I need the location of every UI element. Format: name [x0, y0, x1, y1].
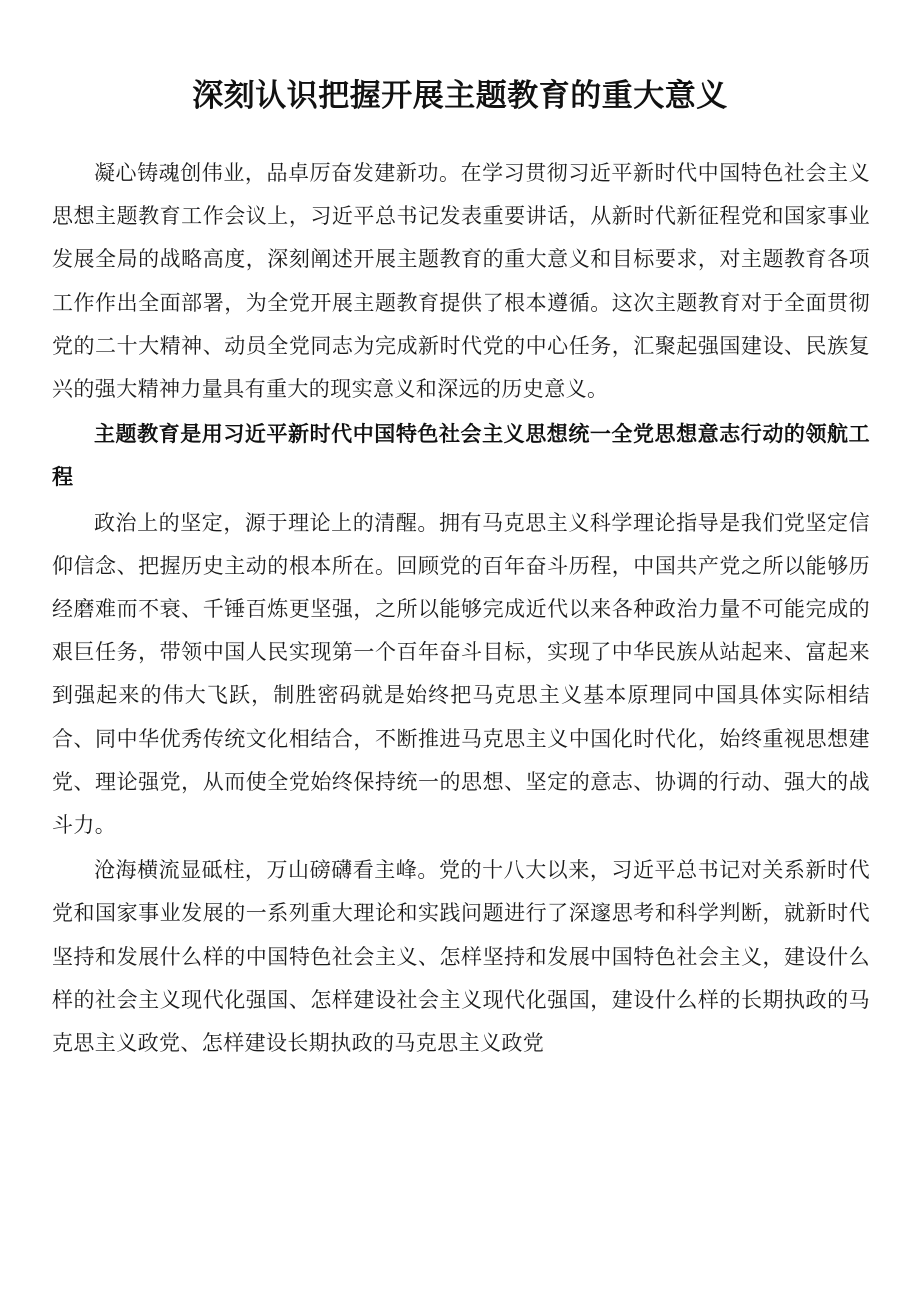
intro-paragraph: 凝心铸魂创伟业，品卓厉奋发建新功。在学习贯彻习近平新时代中国特色社会主义思想主题教育工作会议上，习近平总书记发表重要讲话，从新时代新征程党和国家事业发展全局的战略高度，深刻阐述开展主题教育的重大意义和目标要求，对主题教育各项工作作出全面部署，为全党开展主题教育提供了根本遵循。这次主题教育对于全面贯彻党的二十大精神、动员全党同志为完成新时代党的中心任务，汇聚起强国建设、民族复兴的强大精神力量具有重大的现实意义和深远的历史意义。 [52, 161, 870, 402]
body-paragraph: 政治上的坚定，源于理论上的清醒。拥有马克思主义科学理论指导是我们党坚定信仰信念、把握历史主动的根本所在。回顾党的百年奋斗历程，中国共产党之所以能够历经磨难而不衰、千锤百炼更坚强，之所以能够完成近代以来各种政治力量不可能完成的艰巨任务，带领中国人民实现第一个百年奋斗目标，实现了中华民族从站起来、富起来到强起来的伟大飞跃，制胜密码就是始终把马克思主义基本原理同中国具体实际相结合、同中华优秀传统文化相结合，不断推进马克思主义中国化时代化，始终重视思想建党、理论强党，从而使全党始终保持统一的思想、坚定的意志、协调的行动、强大的战斗力。 [52, 510, 870, 838]
document-title: 深刻认识把握开展主题教育的重大意义 [192, 78, 728, 114]
section-heading: 主题教育是用习近平新时代中国特色社会主义思想统一全党思想意志行动的领航工程 [52, 422, 870, 490]
document-body [52, 152, 870, 1065]
body-paragraph: 沧海横流显砥柱，万山磅礴看主峰。党的十八大以来，习近平总书记对关系新时代党和国家事业发展的一系列重大理论和实践问题进行了深邃思考和科学判断，就新时代坚持和发展什么样的中国特色社会主义、怎样坚持和发展中国特色社会主义，建设什么样的社会主义现代化强国、怎样建设社会主义现代化强国，建设什么样的长期执政的马克思主义政党、怎样建设长期执政的马克思主义政党 [52, 858, 870, 1056]
